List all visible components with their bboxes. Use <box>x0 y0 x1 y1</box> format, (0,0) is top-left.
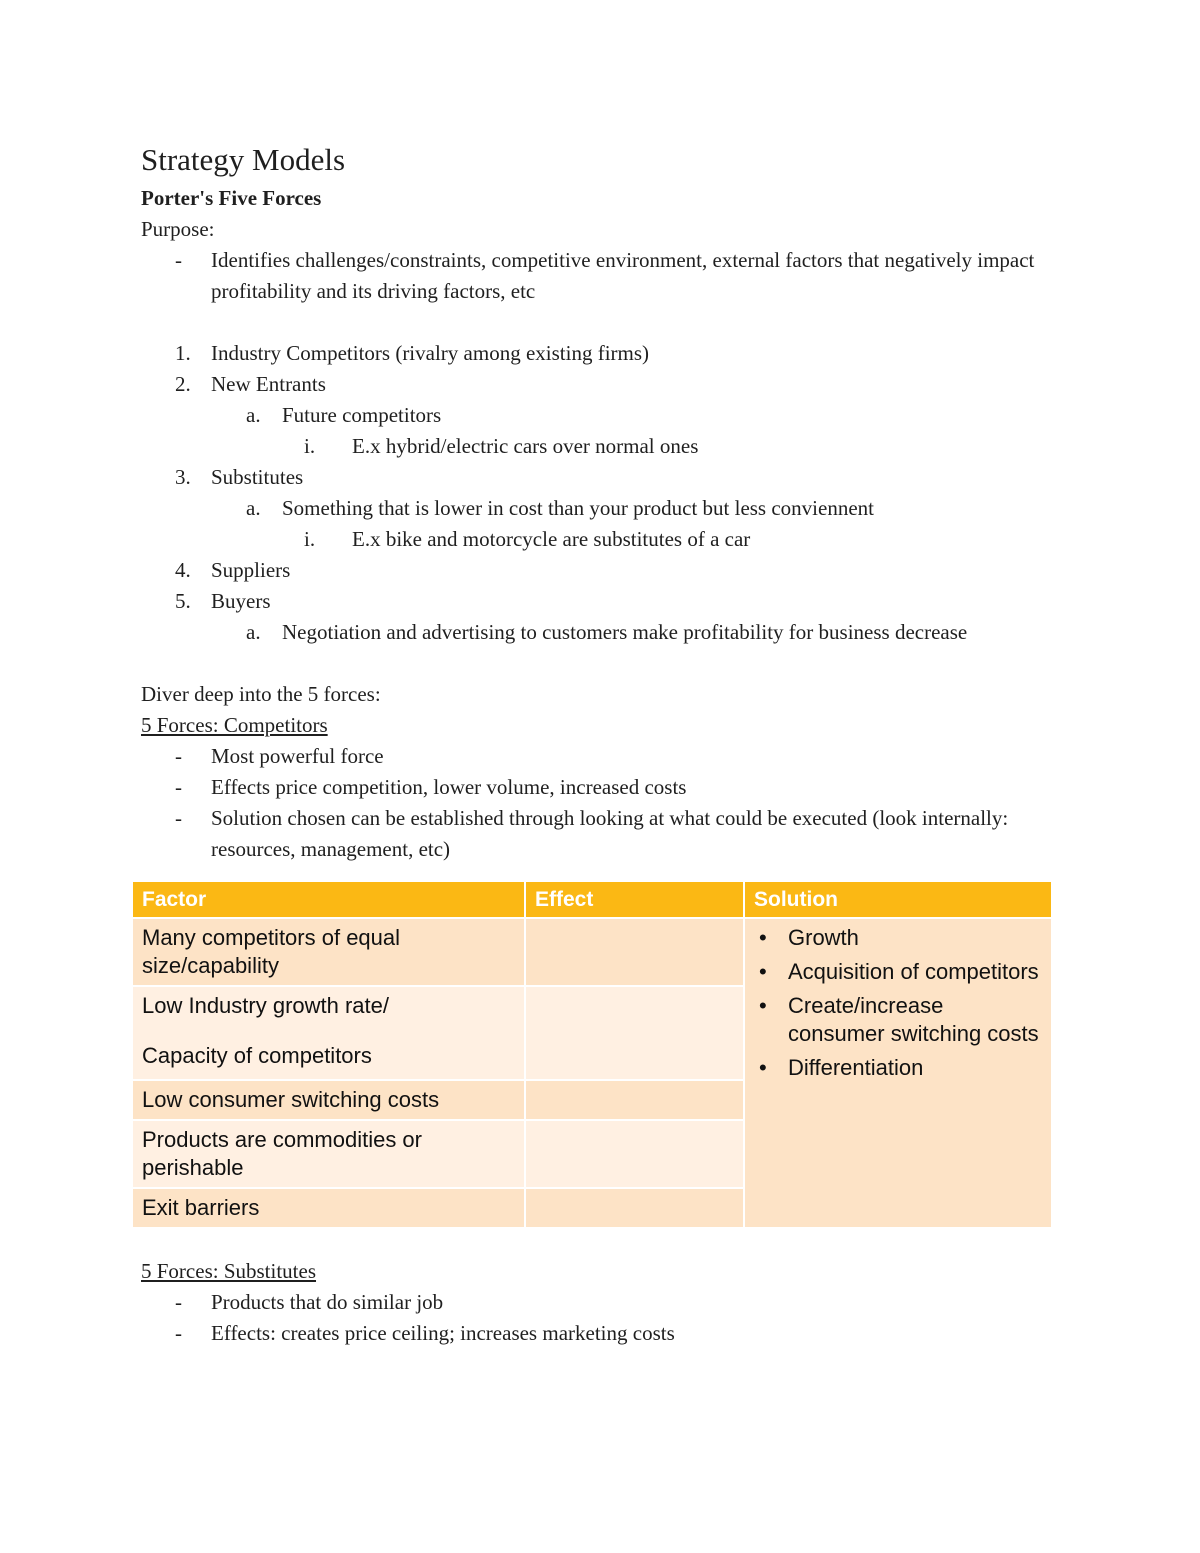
purpose-label: Purpose: <box>141 217 215 241</box>
list-item: - Products that do similar job <box>175 1290 444 1314</box>
force-item: 1. Industry Competitors (rivalry among existing firms) <box>175 341 650 365</box>
header-effect: Effect <box>525 882 744 918</box>
force-item: 2. New Entrants <box>175 372 326 396</box>
document-body <box>141 140 1061 865</box>
effect-cell <box>525 918 744 986</box>
sub-item: a. Future competitors <box>246 403 442 427</box>
competitors-heading: 5 Forces: Competitors <box>141 713 328 737</box>
sub-sub-item: i. E.x bike and motorcycle are substitutes of a car <box>304 527 751 551</box>
list-item: - Effects: creates price ceiling; increases marketing costs <box>175 1321 675 1345</box>
sub-item: a. Something that is lower in cost than your product but less conviennent <box>246 496 874 520</box>
effect-cell <box>525 986 744 1080</box>
section-heading-porters: Porter's Five Forces <box>141 186 322 210</box>
table-header-row <box>133 882 1052 918</box>
solution-item: • Growth <box>759 925 859 950</box>
header-factor: Factor <box>133 882 525 918</box>
list-item: - Solution chosen can be established through looking at what could be executed (look internally: resources, management, etc) <box>175 806 1009 861</box>
sub-sub-item: i. E.x hybrid/electric cars over normal ones <box>304 434 699 458</box>
sub-item: a. Negotiation and advertising to customers make profitability for business decrease <box>246 620 968 644</box>
list-item: - Identifies challenges/constraints, competitive environment, external factors that negatively impact profitability and its driving factors, etc <box>141 245 1061 307</box>
factor-cell: Products are commodities or perishable <box>133 1120 525 1188</box>
factor-cell: Low Industry growth rate/ Capacity of competitors <box>133 986 525 1080</box>
solution-item: • Differentiation <box>759 1055 924 1080</box>
dash-marker: - <box>175 248 182 272</box>
list-item: - Effects price competition, lower volume, increased costs <box>175 775 687 799</box>
solution-item: • Create/increase consumer switching costs <box>759 993 1039 1046</box>
solution-item: • Acquisition of competitors <box>759 959 1039 984</box>
competitors-table <box>133 882 1053 1227</box>
factor-cell: Many competitors of equal size/capability <box>133 918 525 986</box>
header-solution: Solution <box>744 882 1052 918</box>
force-item: 4. Suppliers <box>175 558 291 582</box>
substitutes-section <box>141 1256 1061 1349</box>
effect-cell <box>525 1188 744 1227</box>
deep-dive-label: Diver deep into the 5 forces: <box>141 682 381 706</box>
effect-cell <box>525 1080 744 1120</box>
page-title: Strategy Models <box>141 142 346 177</box>
substitutes-heading: 5 Forces: Substitutes <box>141 1259 317 1283</box>
force-item: 5. Buyers <box>175 589 271 613</box>
force-item: 3. Substitutes <box>175 465 304 489</box>
factor-cell: Low consumer switching costs <box>133 1080 525 1120</box>
list-item: - Most powerful force <box>175 744 384 768</box>
solution-cell <box>744 918 1052 1227</box>
factor-cell: Exit barriers <box>133 1188 525 1227</box>
table-row <box>133 918 1052 986</box>
effect-cell <box>525 1120 744 1188</box>
